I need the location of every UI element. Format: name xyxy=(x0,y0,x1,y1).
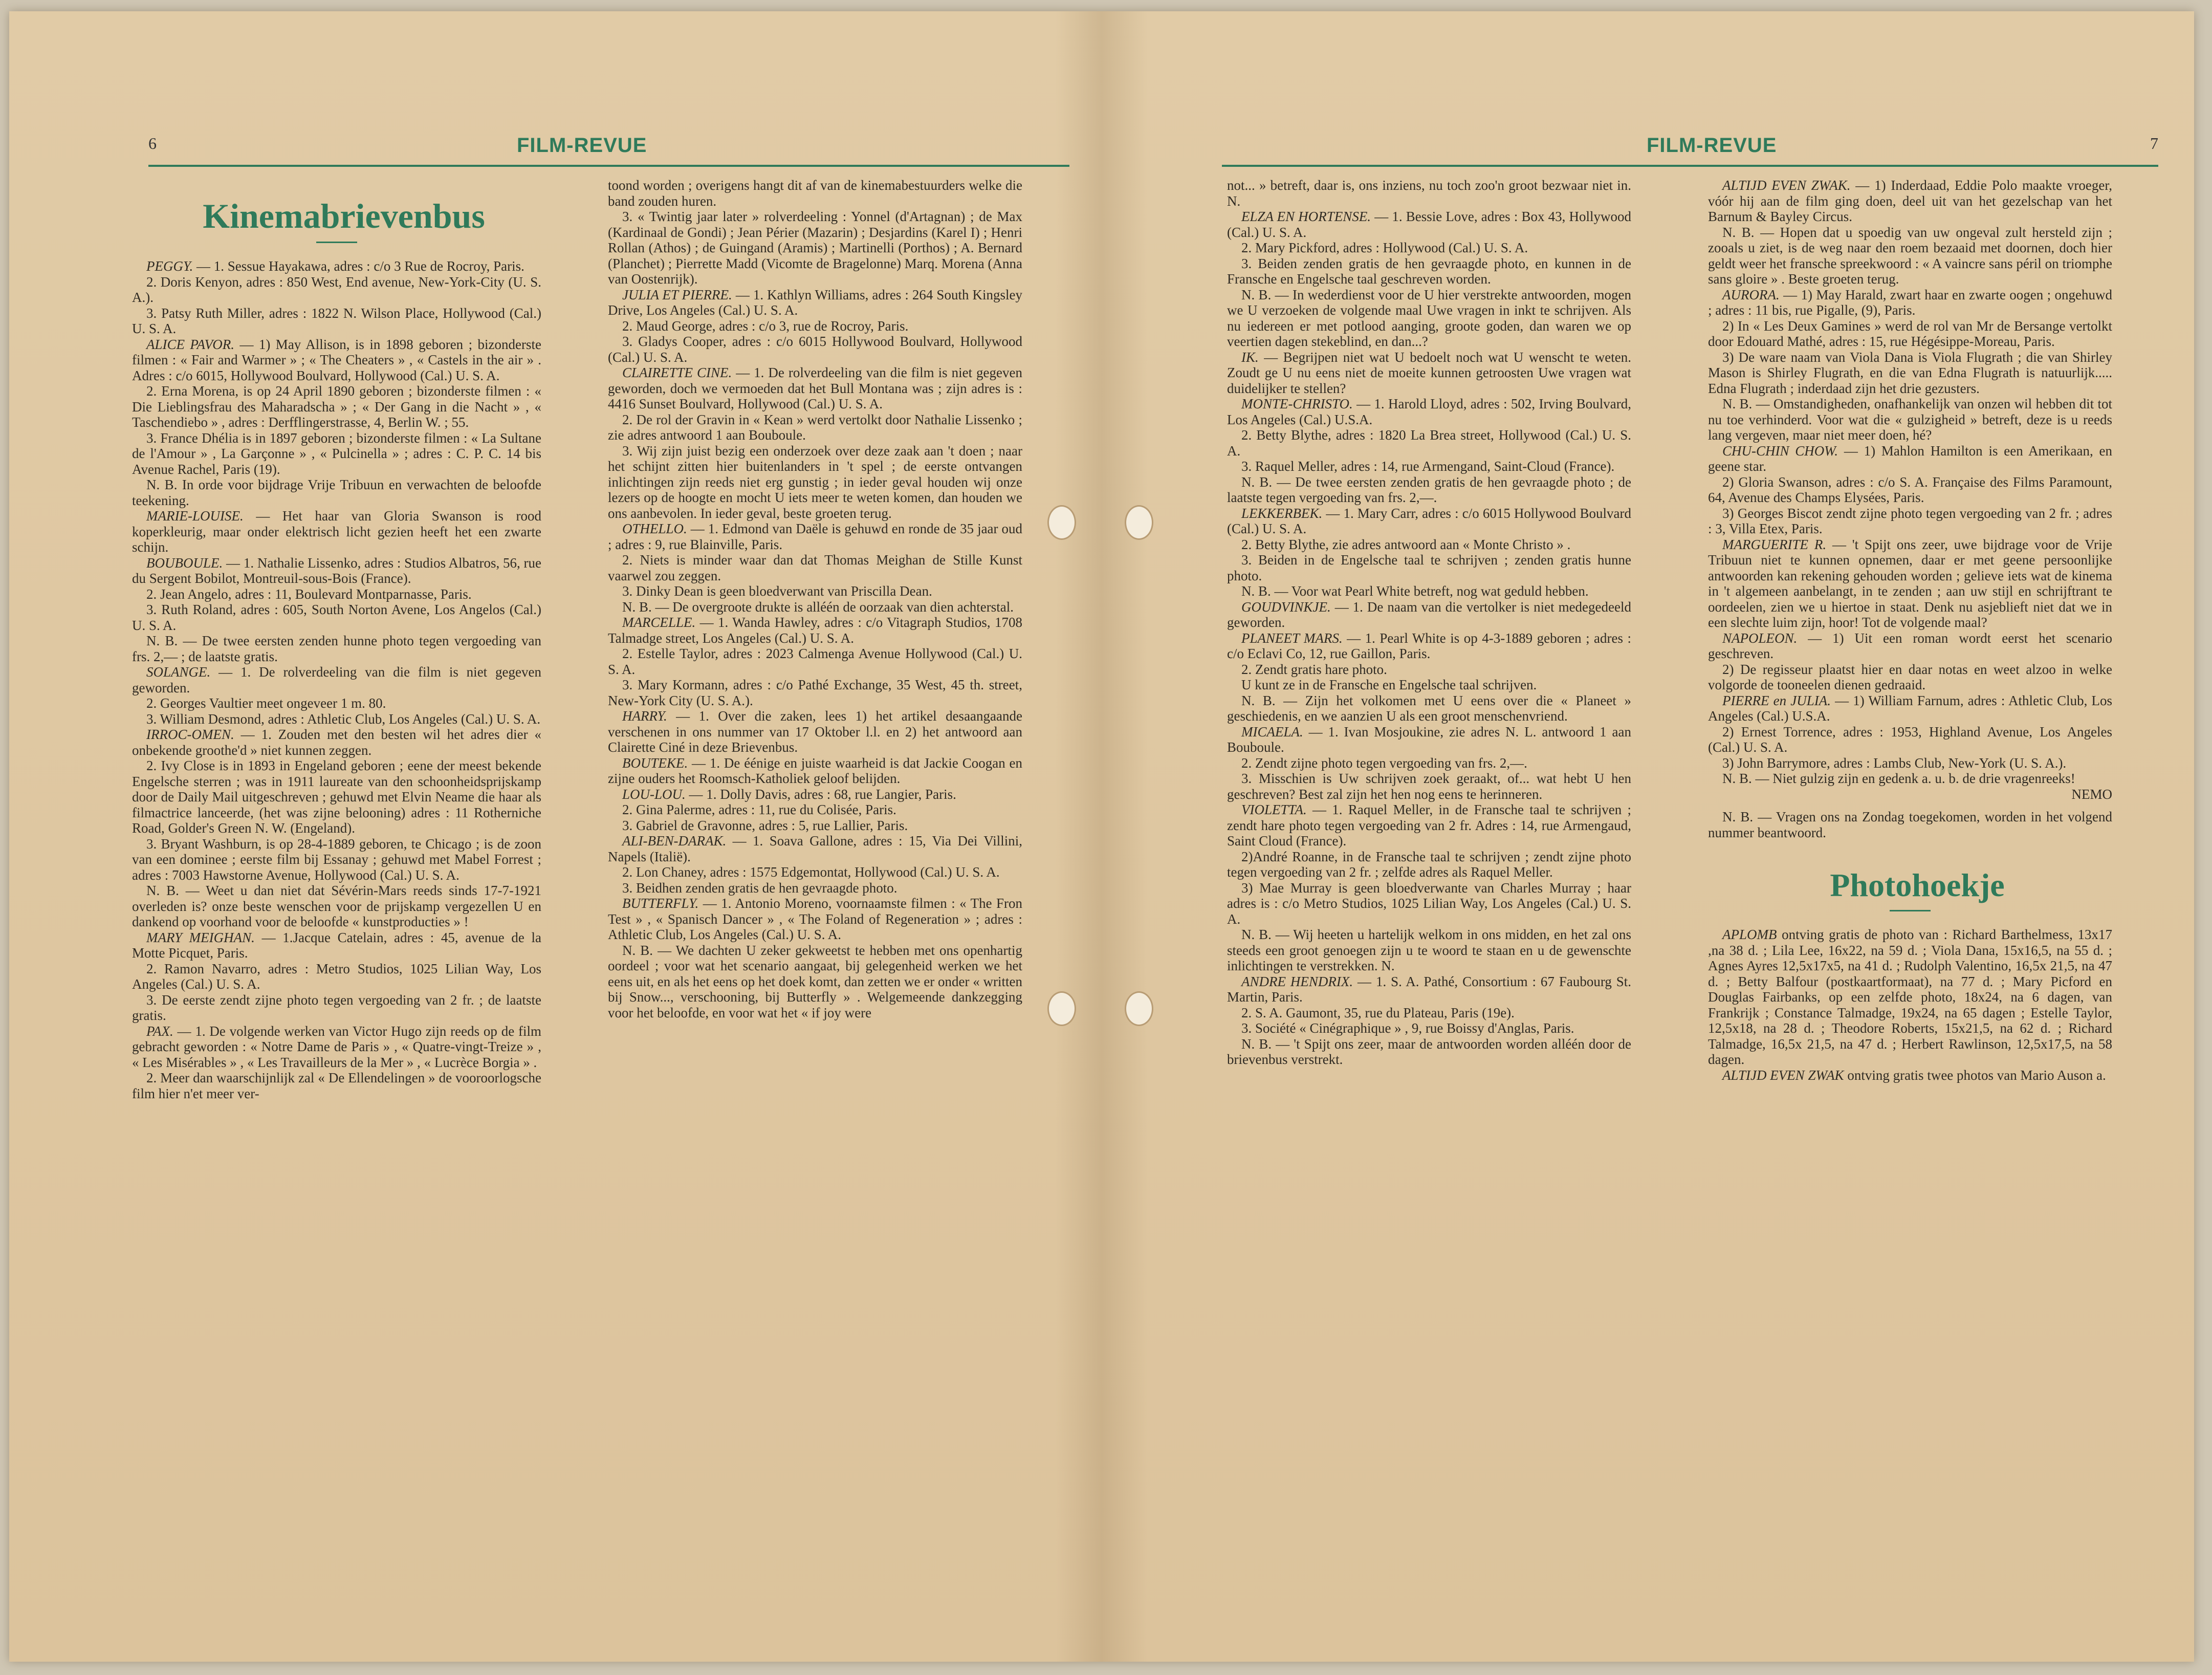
letter-paragraph xyxy=(1227,771,1631,802)
letter-paragraph xyxy=(608,880,1022,896)
correspondent-name: BOUBOULE. xyxy=(146,555,223,571)
letter-paragraph xyxy=(132,477,541,508)
letter-paragraph xyxy=(1227,1020,1631,1036)
answer-text: U kunt ze in de Fransche en Engelsche taal schrijven. xyxy=(1241,677,1537,692)
correspondent-name: IK. xyxy=(1241,349,1259,365)
answer-text: — 1. Harold Lloyd, adres : 502, Irving Boulvard, Los Angeles (Cal.) U.S.A. xyxy=(1227,396,1631,427)
answer-text: ontving gratis twee photos van Mario Auson a. xyxy=(1844,1067,2106,1083)
letter-paragraph xyxy=(132,711,541,727)
letter-paragraph xyxy=(1227,583,1631,599)
answer-text: 2. Betty Blythe, adres : 1820 La Brea street, Hollywood (Cal.) U. S. A. xyxy=(1227,427,1631,459)
letter-paragraph xyxy=(608,943,1022,1021)
answer-text: 2. Georges Vaultier meet ongeveer 1 m. 80. xyxy=(146,695,386,711)
masthead: FILM-REVUE xyxy=(1647,134,1777,157)
letter-paragraph xyxy=(1227,552,1631,583)
letter-paragraph xyxy=(608,646,1022,677)
correspondent-name: CHU-CHIN CHOW. xyxy=(1722,443,1838,459)
letter-paragraph xyxy=(608,755,1022,787)
title-rule xyxy=(316,242,357,243)
answer-text: 2) In « Les Deux Gamines » werd de rol van Mr de Bersange vertolkt door Edouard Mathé, adres : 15, rue Hégésippe-Moreau, Paris. xyxy=(1708,318,2112,349)
letter-paragraph xyxy=(1227,599,1631,630)
answer-text: — 1. Raquel Meller, in de Fransche taal te schrijven ; zendt hare photo tegen vergoeding van 2 fr. Adres : 14, rue Armengaud, Saint Cloud (France). xyxy=(1227,802,1631,849)
letter-paragraph xyxy=(1708,927,2112,1068)
letter-list xyxy=(608,178,1022,1020)
answer-text: — 1. Kathlyn Williams, adres : 264 South Kingsley Drive, Los Angeles (Cal.) U. S. A. xyxy=(608,287,1022,318)
letter-paragraph xyxy=(1708,443,2112,474)
letter-paragraph xyxy=(1227,755,1631,771)
correspondent-name: MARGUERITE R. xyxy=(1722,536,1827,552)
correspondent-name: LEKKERBEK. xyxy=(1241,505,1323,521)
correspondent-name: ALTIJD EVEN ZWAK xyxy=(1722,1067,1844,1083)
letter-paragraph xyxy=(1708,537,2112,630)
letter-paragraph xyxy=(608,864,1022,880)
letter-paragraph xyxy=(1227,927,1631,974)
letter-paragraph xyxy=(1227,974,1631,1005)
letter-paragraph xyxy=(1708,771,2112,787)
answer-text: 2) Gloria Swanson, adres : c/o S. A. Française des Films Paramount, 64, Avenue des Champs Elysées, Paris. xyxy=(1708,474,2112,505)
letter-paragraph xyxy=(132,1070,541,1101)
binding-hole-top xyxy=(1047,505,1076,540)
correspondent-name: AURORA. xyxy=(1722,287,1780,302)
answer-text: — 1. Mary Carr, adres : c/o 6015 Hollywood Boulvard (Cal.) U. S. A. xyxy=(1227,505,1631,536)
letter-list xyxy=(132,258,541,1101)
binding-hole-bottom xyxy=(1125,991,1153,1026)
answer-text: — 1. Bessie Love, adres : Box 43, Hollywood (Cal.) U. S. A. xyxy=(1227,209,1631,240)
answer-text: N. B. — De twee eersten zenden gratis de hen gevraagde photo ; de laatste tegen vergoeding van frs. 2,—. xyxy=(1227,474,1631,505)
letter-paragraph xyxy=(1708,724,2112,755)
letter-paragraph xyxy=(1708,178,2112,225)
letter-paragraph xyxy=(132,836,541,883)
answer-text: N. B. — Omstandigheden, onafhankelijk van onzen wil hebben dit tot nu toe verhinderd. Voor wat die « gulzigheid » betreft, deze is u reeds lang vergeven, maar niet meer doen, hé? xyxy=(1708,396,2112,443)
answer-text: — 1. Antonio Moreno, voornaamste filmen : « The Fron Test » , « Spanisch Dancer » , « The Foland of Regeneration » ; adres : Athletic Club, Los Angeles (Cal.) U. S. A. xyxy=(608,896,1022,942)
answer-text: 3. Wij zijn juist bezig een onderzoek over deze zaak aan 't doen ; naar het schijnt zitten hier buitenlanders in 't spel ; de eerste ontvangen inlichtingen zijn reeds niet erg gunstig ; in ieder geval houden wij onze lezers op de hoogte en mocht U iets meer te weten komen, dan houden we ons aanbevolen. In ieder geval, beste groeten terug. xyxy=(608,443,1022,521)
answer-text: 2. Jean Angelo, adres : 11, Boulevard Montparnasse, Paris. xyxy=(146,586,472,602)
answer-text: 2. S. A. Gaumont, 35, rue du Plateau, Paris (19e). xyxy=(1241,1005,1515,1020)
page-number: 6 xyxy=(148,134,157,153)
letter-paragraph xyxy=(1227,677,1631,693)
answer-text: 2. Betty Blythe, zie adres antwoord aan « Monte Christo » . xyxy=(1241,536,1571,552)
letter-paragraph xyxy=(1708,630,2112,662)
answer-text: 3. Société « Cinégraphique » , 9, rue Boissy d'Anglas, Paris. xyxy=(1241,1020,1574,1036)
answer-text: 3. Raquel Meller, adres : 14, rue Armengand, Saint-Cloud (France). xyxy=(1241,459,1615,474)
letter-paragraph xyxy=(608,677,1022,708)
letter-paragraph xyxy=(608,443,1022,521)
gutter-shadow xyxy=(1056,11,1102,1662)
answer-text: 3. Mary Kormann, adres : c/o Pathé Exchange, 35 West, 45 th. street, New-York City (U. S. A.). xyxy=(608,677,1022,708)
letter-paragraph xyxy=(1708,693,2112,724)
gutter-shadow xyxy=(1102,11,1148,1662)
answer-text: N. B. — Hopen dat u spoedig van uw ongeval zult hersteld zijn ; zooals u ziet, is de weg naar den roem bezaaid met doornen, doch hier geldt weer het fransche spreekwoord : « A vaincre sans péril on triomphe sans gloire » . Beste groeten terug. xyxy=(1708,224,2112,287)
answer-text: 2. Mary Pickford, adres : Hollywood (Cal.) U. S. A. xyxy=(1241,240,1528,255)
answer-text: — 1. Over die zaken, lees 1) het artikel desaangaande verschenen in ons nummer van 17 Oktober l.l. en 2) het antwoord aan Clairette Ciné in deze Brievenbus. xyxy=(608,708,1022,755)
answer-text: N. B. — 't Spijt ons zeer, maar de antwoorden worden alléén door de brievenbus verstrekt. xyxy=(1227,1036,1631,1067)
correspondent-name: HARRY. xyxy=(622,708,667,724)
answer-text: 3. Gabriel de Gravonne, adres : 5, rue Lallier, Paris. xyxy=(622,817,908,833)
column-3 xyxy=(1227,178,1631,1068)
answer-text: 3. Misschien is Uw schrijven zoek geraakt, of... wat hebt U hen geschreven? Best zal zijn het hen nog eens te herinneren. xyxy=(1227,771,1631,802)
letter-paragraph xyxy=(1227,849,1631,880)
letter-paragraph xyxy=(132,258,541,274)
letter-paragraph xyxy=(1227,209,1631,240)
letter-paragraph xyxy=(1227,350,1631,397)
answer-text: 2. Maud George, adres : c/o 3, rue de Rocroy, Paris. xyxy=(622,318,909,334)
correspondent-name: JULIA ET PIERRE. xyxy=(622,287,732,302)
answer-text: — 1. Pearl White is op 4-3-1889 geboren ; adres : c/o Eclavi Co, 12, rue Gaillon, Paris. xyxy=(1227,630,1631,661)
magazine-spread xyxy=(9,11,2194,1662)
answer-text: 2. Zendt gratis hare photo. xyxy=(1241,661,1387,677)
letter-paragraph xyxy=(132,1024,541,1071)
letter-paragraph xyxy=(608,209,1022,287)
answer-text: — 1. Nathalie Lissenko, adres : Studios Albatros, 56, rue du Sergent Bobilot, Montreuil-sous-Bois (France). xyxy=(132,555,541,586)
answer-text: — 1) May Allison, is in 1898 geboren ; bizonderste filmen : « Fair and Warmer » ; « The Cheaters » , « Castels in the air » . Adres : c/o 6015, Hollywood Boulvard, Hollywood (Cal.) U. S. A. xyxy=(132,336,541,383)
letter-paragraph xyxy=(132,306,541,337)
letter-paragraph xyxy=(1708,1068,2112,1083)
letter-paragraph xyxy=(1227,287,1631,350)
section-title: Kinemabrievenbus xyxy=(203,197,485,235)
letter-paragraph xyxy=(608,365,1022,412)
letter-paragraph xyxy=(1227,537,1631,553)
answer-text: N. B. — Zijn het volkomen met U eens over die « Planeet » geschiedenis, en we aanzien U als een groot menschenvriend. xyxy=(1227,692,1631,724)
letter-paragraph xyxy=(1227,474,1631,506)
letter-paragraph xyxy=(1227,396,1631,427)
answer-text: 3. Beidhen zenden gratis de hen gevraagde photo. xyxy=(622,880,897,896)
letter-paragraph xyxy=(1708,474,2112,506)
answer-text: — 1. Wanda Hawley, adres : c/o Vitagraph Studios, 1708 Talmadge street, Los Angeles (Cal.) U. S. A. xyxy=(608,615,1022,646)
answer-text: ontving gratis de photo van : Richard Barthelmess, 13x17 ,na 38 d. ; Lila Lee, 16x22, na 59 d. ; Viola Dana, 15x16,5, na 55 d. ; Agnes Ayres 12,5x17x5, na 41 d. ; Rudolph Valentino, 16,5x 21,5, na 47 d. ; Betty Balfour (postkaartformaat), na 77 d. ; Mary Picford en Douglas Fairbanks, op een zelfde photo, 18x24, na 6 dagen, van Frankrijk ; Constance Talmadge, 19x24, na 65 dagen ; Estelle Taylor, 12,5x18, na 28 d. ; Theodore Roberts, 15x21,5, na 62 d. ; Richard Talmadge, 16,5x 21,5, na 47 d. ; Herbert Rawlinson, 12,5x17,5, na 58 dagen. xyxy=(1708,927,2112,1067)
correspondent-name: MICAELA. xyxy=(1241,724,1303,739)
correspondent-name: PLANEET MARS. xyxy=(1241,630,1343,646)
answer-text: 3) John Barrymore, adres : Lambs Club, New-York (U. S. A.). xyxy=(1722,755,2067,771)
letter-paragraph xyxy=(132,727,541,758)
answer-text: — 1. Sessue Hayakawa, adres : c/o 3 Rue de Rocroy, Paris. xyxy=(193,258,524,274)
answer-text: 2. Erna Morena, is op 24 April 1890 geboren ; bizonderste filmen : « Die Lieblingsfrau des Maharadscha » ; « Der Gang in die Nacht » , « Taschendiebo » , adres : Derfflingerstrasse, 4, Berlin W. ; 55. xyxy=(132,383,541,430)
letter-paragraph xyxy=(132,664,541,695)
answer-text: 2. Zendt zijne photo tegen vergoeding van frs. 2,—. xyxy=(1241,755,1527,771)
correspondent-name: BUTTERFLY. xyxy=(622,896,699,911)
page-number: 7 xyxy=(2150,134,2158,153)
correspondent-name: ALTIJD EVEN ZWAK. xyxy=(1722,178,1851,193)
letter-paragraph xyxy=(132,961,541,992)
masthead: FILM-REVUE xyxy=(517,134,647,157)
letter-paragraph xyxy=(608,615,1022,646)
letter-paragraph xyxy=(608,287,1022,318)
correspondent-name: IRROC-OMEN. xyxy=(146,727,234,742)
letter-paragraph xyxy=(132,383,541,430)
answer-text: N. B. — Weet u dan niet dat Sévérin-Mars reeds sinds 17-7-1921 overleden is? onze beste wenschen voor de prijskamp vergezellen U en dankend op voorhand voor de beloofde « kunstproducties » ! xyxy=(132,883,541,929)
letter-paragraph xyxy=(1227,1036,1631,1068)
answer-text: N. B. In orde voor bijdrage Vrije Tribuun en verwachten de beloofde teekening. xyxy=(132,477,541,508)
answer-text: 3. France Dhélia is in 1897 geboren ; bizonderste filmen : « La Sultane de l'Amour » , La Garçonne » , « Pulcinella » ; adres : C. P. C. 14 bis Avenue Rachel, Paris (19). xyxy=(132,430,541,477)
letter-paragraph xyxy=(1708,506,2112,537)
letter-paragraph xyxy=(608,552,1022,583)
answer-text: 2. Ivy Close is in 1893 in Engeland geboren ; eene der meest bekende Engelsche sterren ; was in 1911 laureate van den schoonheidsprijskamp door de Daily Mail uitgeschreven ; gehuwd met Elvin Neame die haar als filmactrice lanceerde, (het was zijne belooning) adres : 11 Rotherniche Road, Golder's Green N. W. (Engeland). xyxy=(132,758,541,836)
answer-text: 3. Gladys Cooper, adres : c/o 6015 Hollywood Boulvard, Hollywood (Cal.) U. S. A. xyxy=(608,334,1022,365)
letter-paragraph xyxy=(1708,318,2112,350)
letter-paragraph xyxy=(608,334,1022,365)
letter-paragraph xyxy=(1227,240,1631,256)
letter-paragraph xyxy=(608,708,1022,755)
letter-paragraph xyxy=(608,896,1022,943)
answer-text: 3. « Twintig jaar later » rolverdeeling : Yonnel (d'Artagnan) ; de Max (Kardinaal de Gondi) ; Jean Périer (Mazarin) ; Desjardins (Karel I) ; Henri Rollan (Athos) ; de Guingand (Aramis) ; Martinelli (Porthos) ; A. Bernard (Planchet) ; Pierrette Madd (Vicomte de Bragelonne) Marq. Morena (Anna van Oostenrijk). xyxy=(608,209,1022,287)
answer-text: 3. Dinky Dean is geen bloedverwant van Priscilla Dean. xyxy=(622,583,932,599)
answer-text: 2. Lon Chaney, adres : 1575 Edgemontat, Hollywood (Cal.) U. S. A. xyxy=(622,864,1000,880)
column-1 xyxy=(132,178,541,1101)
answer-text: 2. Doris Kenyon, adres : 850 West, End avenue, New-York-City (U. S. A.). xyxy=(132,274,541,305)
answer-text: — 1) Inderdaad, Eddie Polo maakte vroeger, vóór hij aan de film ging doen, deel uit van het gezelschap van het Barnum & Bayley Circus. xyxy=(1708,178,2112,224)
column-2 xyxy=(608,178,1022,1020)
letter-paragraph xyxy=(1227,506,1631,537)
answer-text: 2) Ernest Torrence, adres : 1953, Highland Avenue, Los Angeles (Cal.) U. S. A. xyxy=(1708,724,2112,755)
answer-text: — 1.Jacque Catelain, adres : 45, avenue de la Motte Picquet, Paris. xyxy=(132,929,542,961)
letter-paragraph xyxy=(608,599,1022,615)
answer-text: — 1. De naam van die vertolker is niet medegedeeld geworden. xyxy=(1227,599,1631,630)
letter-paragraph xyxy=(132,633,541,664)
answer-text: N. B. — De twee eersten zenden hunne photo tegen vergoeding van frs. 2,— ; de laatste gratis. xyxy=(132,633,541,664)
correspondent-name: GOUDVINKJE. xyxy=(1241,599,1331,615)
answer-text: 2. De rol der Gravin in « Kean » werd vertolkt door Nathalie Lissenko ; zie adres antwoord 1 aan Bouboule. xyxy=(608,411,1022,443)
letter-paragraph xyxy=(1708,287,2112,318)
correspondent-name: OTHELLO. xyxy=(622,521,687,536)
answer-text: 2. Gina Palerme, adres : 11, rue du Colisée, Paris. xyxy=(622,802,896,817)
answer-text: 3. Patsy Ruth Miller, adres : 1822 N. Wilson Place, Hollywood (Cal.) U. S. A. xyxy=(132,305,541,336)
letter-paragraph xyxy=(1227,880,1631,927)
column-4 xyxy=(1708,178,2112,1083)
page-header xyxy=(1222,134,2158,167)
letter-paragraph xyxy=(608,818,1022,834)
answer-text: — 1. Zouden met den besten wil het adres dier « onbekende groothe'd » niet kunnen zeggen. xyxy=(132,727,541,758)
binding-hole-bottom xyxy=(1047,991,1076,1026)
answer-text: 3. William Desmond, adres : Athletic Club, Los Angeles (Cal.) U. S. A. xyxy=(146,711,541,727)
answer-text: — 1. Dolly Davis, adres : 68, rue Langier, Paris. xyxy=(685,786,956,802)
answer-text: — 1. S. A. Pathé, Consortium : 67 Faubourg St. Martin, Paris. xyxy=(1227,973,1631,1005)
answer-text: 3) De ware naam van Viola Dana is Viola Flugrath ; die van Shirley Mason is Shirley Flugrath, en die van Edna Flugrath is natuurlijk..... Edna Flugrath ; inderdaad zijn het drie gezusters. xyxy=(1708,349,2112,396)
correspondent-name: ALI-BEN-DARAK. xyxy=(622,833,727,849)
left-page xyxy=(9,11,1102,1662)
answer-text: — 1. De éénige en juiste waarheid is dat Jackie Coogan en zijne ouders het Roomsch-Katholiek geloof belijden. xyxy=(608,755,1022,786)
answer-text: 2) De regisseur plaatst hier en daar notas en weet alzoo in welke volgorde de tooneelen dienen gedraaid. xyxy=(1708,661,2112,692)
letter-paragraph xyxy=(132,883,541,930)
letter-paragraph xyxy=(132,274,541,306)
answer-text: N. B. — We dachten U zeker gekweetst te hebben met ons openhartig oordeel ; voor wat het scenario aangaat, bij gelegenheid werken we het eens uit, en als het eens op het doek komt, dan zetten we er onder « written bij Snow..., verschooning, bij Butterfly » . Welgemeende dankzegging voor het beloofde, en voor wat het « if joy were xyxy=(608,942,1022,1020)
answer-text: 2. Niets is minder waar dan dat Thomas Meighan de Stille Kunst vaarwel zou zeggen. xyxy=(608,552,1022,583)
answer-text: — 't Spijt ons zeer, uwe bijdrage voor de Vrije Tribuun niet te kunnen opnemen, daar er met geene persoonlijke antwoorden kan rekening gehouden worden ; gelieve iets wat de kinema in 't algemeen aanbelangt, in te zenden ; aan uw stijl en schrijftrant te oordeelen, zien we u hiertoe in staat. Denk nu asjeblieft niet dat we in een slechte luim zijn, hoor! Tot de volgende maal? xyxy=(1708,536,2113,630)
letter-paragraph xyxy=(1227,662,1631,678)
answer-text: 3. Ruth Roland, adres : 605, South Norton Avene, Los Angelos (Cal.) U. S. A. xyxy=(132,602,541,633)
letter-paragraph xyxy=(608,583,1022,599)
letter-paragraph xyxy=(132,758,541,836)
letter-paragraph xyxy=(1708,662,2112,693)
letter-paragraph xyxy=(1227,427,1631,459)
correspondent-name: CLAIRETTE CINE. xyxy=(622,365,732,380)
photo-section-title: Photohoekje xyxy=(1830,867,2005,903)
answer-text: 2)André Roanne, in de Fransche taal te schrijven ; zendt zijne photo tegen vergoeding van 2 fr. ; zelfde adres als Raquel Meller. xyxy=(1227,849,1631,880)
answer-text: N. B. — In wederdienst voor de U hier verstrekte antwoorden, mogen we U verzoeken de volgende maal Uwe vragen in inkt te schrijven. Als nu iedereen er met potlood aanging, groote goden, dan waren we op veertien dagen stekeblind, en dan...? xyxy=(1227,287,1631,349)
letter-paragraph xyxy=(1227,459,1631,474)
answer-text: — 1. Edmond van Daële is gehuwd en ronde de 35 jaar oud ; adres : 9, rue Blainville, Paris. xyxy=(608,521,1022,552)
letter-paragraph xyxy=(608,521,1022,552)
letter-list xyxy=(1708,178,2112,787)
correspondent-name: MONTE-CHRISTO. xyxy=(1241,396,1353,411)
correspondent-name: PIERRE en JULIA. xyxy=(1722,692,1831,708)
letter-paragraph xyxy=(132,555,541,586)
correspondent-name: ANDRE HENDRIX. xyxy=(1241,973,1353,989)
letter-paragraph xyxy=(132,586,541,602)
letter-paragraph xyxy=(1227,1005,1631,1021)
correspondent-name: NAPOLEON. xyxy=(1722,630,1798,646)
letter-paragraph xyxy=(1708,350,2112,397)
answer-text: — Het haar van Gloria Swanson is rood koperkleurig, maar onder elektrisch licht gezien heeft het een zwarte schijn. xyxy=(132,508,541,555)
answer-text: 2. Meer dan waarschijnlijk zal « De Ellendelingen » de vooroorlogsche film hier n'et meer ver- xyxy=(132,1070,541,1101)
answer-text: — 1) William Farnum, adres : Athletic Club, Los Angeles (Cal.) U.S.A. xyxy=(1708,692,2113,724)
answer-text: toond worden ; overigens hangt dit af van de kinemabestuurders welke die band zouden huren. xyxy=(608,178,1022,209)
letter-paragraph xyxy=(1227,256,1631,287)
correspondent-name: SOLANGE. xyxy=(146,664,211,680)
letter-paragraph xyxy=(1227,693,1631,724)
answer-text: 3. Beiden in de Engelsche taal te schrijven ; zenden gratis hunne photo. xyxy=(1227,552,1631,583)
letter-paragraph xyxy=(1227,630,1631,662)
page-header xyxy=(148,134,1069,167)
answer-text: N. B. — Wij heeten u hartelijk welkom in ons midden, en het zal ons steeds een groot genoegen zijn u te woord te staan en u de gewenschte inlichtingen te verstrekken. N. xyxy=(1227,927,1631,973)
editor-note: N. B. — Vragen ons na Zondag toegekomen, worden in het volgend nummer beantwoord. xyxy=(1708,809,2112,840)
correspondent-name: PEGGY. xyxy=(146,258,193,274)
correspondent-name: BOUTEKE. xyxy=(622,755,688,771)
letter-list xyxy=(1227,178,1631,1068)
correspondent-name: LOU-LOU. xyxy=(622,786,686,802)
correspondent-name: MARIE-LOUISE. xyxy=(146,508,244,524)
letter-paragraph xyxy=(608,178,1022,209)
letter-paragraph xyxy=(132,337,541,384)
answer-text: N. B. — De overgroote drukte is alléén de oorzaak van dien achterstal. xyxy=(622,599,1014,615)
answer-text: not... » betreft, daar is, ons inziens, nu toch zoo'n groot bezwaar niet in. N. xyxy=(1227,178,1631,209)
letter-paragraph xyxy=(132,930,541,961)
correspondent-name: ALICE PAVOR. xyxy=(146,336,235,352)
title-rule xyxy=(1890,910,1931,911)
letter-paragraph xyxy=(1227,724,1631,755)
right-page xyxy=(1102,11,2194,1662)
letter-paragraph xyxy=(132,992,541,1024)
answer-text: 3. Beiden zenden gratis de hen gevraagde photo, en kunnen in de Fransche en Engelsche taal geschreven worden. xyxy=(1227,255,1631,287)
answer-text: — 1. Ivan Mosjoukine, zie adres N. L. antwoord 1 aan Bouboule. xyxy=(1227,724,1631,755)
letter-paragraph xyxy=(132,602,541,633)
answer-text: N. B. — Niet gulzig zijn en gedenk a. u. b. de drie vragenreeks! xyxy=(1722,771,2075,786)
correspondent-name: MARY MEIGHAN. xyxy=(146,929,255,945)
letter-paragraph xyxy=(608,318,1022,334)
letter-paragraph xyxy=(608,787,1022,802)
answer-text: — 1. De volgende werken van Victor Hugo zijn reeds op de film gebracht geworden : « Notre Dame de Paris » , « Quatre-vingt-Treize » , « Les Misérables » , « Les Travailleurs de la Mer » , « Lucrèce Borgia » . xyxy=(132,1023,541,1070)
letter-paragraph xyxy=(608,833,1022,864)
correspondent-name: MARCELLE. xyxy=(622,615,696,630)
letter-paragraph xyxy=(1227,802,1631,849)
answer-text: — 1) May Harald, zwart haar en zwarte oogen ; ongehuwd ; adres : 11 bis, rue Pigalle, (9), Paris. xyxy=(1708,287,2112,318)
photo-list xyxy=(1708,927,2112,1083)
correspondent-name: VIOLETTA. xyxy=(1241,802,1307,817)
letter-paragraph xyxy=(1227,178,1631,209)
binding-hole-top xyxy=(1125,505,1153,540)
correspondent-name: PAX. xyxy=(146,1023,173,1039)
answer-text: — 1. De rolverdeeling van die film is niet gegeven geworden. xyxy=(132,664,541,695)
answer-text: — Begrijpen niet wat U bedoelt noch wat U wenscht te weten. Zoudt ge U nu eens niet de moeite kunnen getroosten Uwe vragen wat duidelijker te stellen? xyxy=(1227,349,1631,396)
letter-paragraph xyxy=(608,412,1022,443)
answer-text: 3) Mae Murray is geen bloedverwante van Charles Murray ; haar adres is : c/o Metro Studios, 1025 Lilian Way, Los Angeles (Cal.) U. S. A. xyxy=(1227,880,1631,927)
answer-text: N. B. — Voor wat Pearl White betreft, nog wat geduld hebben. xyxy=(1241,583,1589,599)
correspondent-name: ELZA EN HORTENSE. xyxy=(1241,209,1371,224)
signature: NEMO xyxy=(2071,786,2112,802)
answer-text: 2. Ramon Navarro, adres : Metro Studios, 1025 Lilian Way, Los Angeles (Cal.) U. S. A. xyxy=(132,961,541,992)
answer-text: — 1) Mahlon Hamilton is een Amerikaan, en geene star. xyxy=(1708,443,2112,474)
letter-paragraph xyxy=(608,802,1022,818)
answer-text: 3. De eerste zendt zijne photo tegen vergoeding van 2 fr. ; de laatste gratis. xyxy=(132,992,541,1023)
letter-paragraph xyxy=(132,695,541,711)
answer-text: 3) Georges Biscot zendt zijne photo tegen vergoeding van 2 fr. ; adres : 3, Villa Etex, Paris. xyxy=(1708,505,2112,536)
answer-text: — 1. Soava Gallone, adres : 15, Via Dei Villini, Napels (Italië). xyxy=(608,833,1022,864)
answer-text: — 1. De rolverdeeling van die film is niet gegeven geworden, doch we vermoeden dat het Bull Montana was ; zijn adres is : 4416 Sunset Boulvard, Hollywood (Cal.) U. S. A. xyxy=(608,365,1022,411)
answer-text: 2. Estelle Taylor, adres : 2023 Calmenga Avenue Hollywood (Cal.) U. S. A. xyxy=(608,646,1022,677)
letter-paragraph xyxy=(132,508,541,555)
answer-text: — 1) Uit een roman wordt eerst het scenario geschreven. xyxy=(1708,630,2112,661)
answer-text: 3. Bryant Washburn, is op 28-4-1889 geboren, te Chicago ; is de zoon van een dominee ; eerste film bij Essanay ; gehuwd met Mabel Forrest ; adres : 7003 Hawstorne Avenue, Hollywood (Cal.) U. S. A. xyxy=(132,836,541,883)
letter-paragraph xyxy=(1708,755,2112,771)
correspondent-name: APLOMB xyxy=(1722,927,1777,942)
letter-paragraph xyxy=(1708,225,2112,287)
letter-paragraph xyxy=(1708,396,2112,443)
letter-paragraph xyxy=(132,430,541,477)
